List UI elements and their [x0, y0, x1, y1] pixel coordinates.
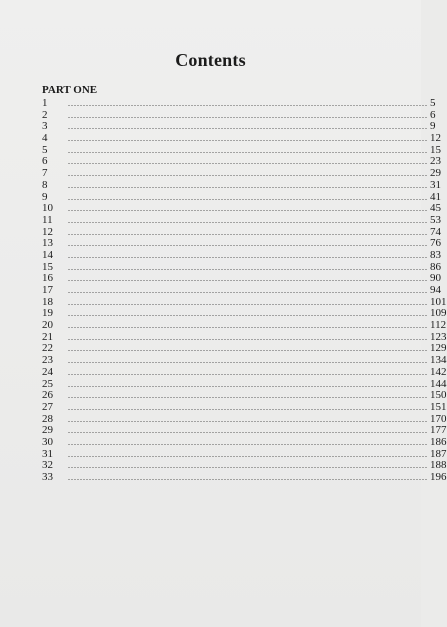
- page-number: 177: [430, 424, 447, 437]
- dot-leader: ........................................................................................................................: [68, 437, 428, 447]
- toc-entry: [42, 202, 441, 215]
- toc-entry: [42, 319, 447, 332]
- page-number: 45: [430, 202, 441, 215]
- page-number: 187: [430, 447, 447, 460]
- toc-entry: [42, 143, 441, 157]
- toc-entry: [42, 435, 447, 449]
- dot-leader: ........................................................................................................................: [68, 449, 428, 459]
- toc-entry: [42, 213, 441, 227]
- dot-leader: ........................................................................................................................: [68, 344, 428, 354]
- chapter-number: 1: [42, 97, 48, 109]
- page-number: 31: [430, 178, 441, 191]
- page-number: 129: [430, 342, 447, 355]
- chapter-number: 24: [42, 365, 53, 378]
- chapter-number: 28: [42, 412, 53, 425]
- page-number: 142: [430, 365, 447, 378]
- chapter-number: 15: [42, 260, 53, 273]
- chapter-number: 2: [42, 108, 48, 121]
- dot-leader: ........................................................................................................................: [68, 145, 428, 155]
- dot-leader: ........................................................................................................................: [68, 250, 428, 260]
- dot-leader: ........................................................................................................................: [68, 215, 428, 225]
- chapter-number: 9: [42, 190, 48, 203]
- toc-entry: [42, 307, 447, 320]
- dot-leader: ........................................................................................................................: [68, 356, 428, 366]
- chapter-number: 33: [42, 471, 53, 483]
- chapter-number: 17: [42, 284, 53, 296]
- page-number: 151: [430, 400, 447, 413]
- dot-leader: ........................................................................................................................: [68, 157, 428, 167]
- toc-entry: [42, 295, 447, 309]
- chapter-number: 19: [42, 307, 53, 320]
- table-of-contents: [42, 97, 447, 484]
- toc-entry: [42, 120, 436, 133]
- page-number: 144: [430, 377, 447, 390]
- page-number: 83: [430, 248, 441, 261]
- chapter-number: 10: [42, 202, 53, 215]
- toc-entry: [42, 108, 436, 122]
- dot-leader: ........................................................................................................................: [68, 379, 428, 389]
- dot-leader: ........................................................................................................................: [68, 414, 428, 424]
- part-heading: PART ONE: [42, 84, 98, 96]
- chapter-number: 4: [42, 132, 48, 145]
- page-number: 123: [430, 330, 447, 343]
- toc-entry: [42, 447, 447, 461]
- chapter-number: 29: [42, 424, 53, 437]
- toc-entry: [42, 342, 447, 355]
- dot-leader: ........................................................................................................................: [68, 227, 428, 237]
- page-number: 23: [430, 155, 441, 168]
- page-number: 74: [430, 225, 441, 238]
- chapter-number: 3: [42, 120, 48, 133]
- dot-leader: ........................................................................................................................: [68, 180, 428, 190]
- dot-leader: ........................................................................................................................: [68, 367, 428, 377]
- dot-leader: ........................................................................................................................: [68, 426, 428, 436]
- chapter-number: 14: [42, 248, 53, 261]
- chapter-number: 30: [42, 435, 53, 448]
- dot-leader: ........................................................................................................................: [68, 286, 428, 295]
- toc-entry: [42, 459, 447, 472]
- toc-entry: [42, 178, 441, 192]
- dot-leader: ........................................................................................................................: [68, 274, 428, 284]
- dot-leader: ........................................................................................................................: [68, 297, 428, 307]
- chapter-number: 23: [42, 354, 53, 367]
- dot-leader: ........................................................................................................................: [68, 332, 428, 342]
- toc-entry: [42, 97, 436, 110]
- chapter-number: 16: [42, 272, 53, 285]
- page-number: 12: [430, 132, 441, 145]
- toc-entry: [42, 471, 447, 484]
- chapter-number: 13: [42, 237, 53, 250]
- page-number: 188: [430, 459, 447, 472]
- dot-leader: ........................................................................................................................: [68, 122, 428, 132]
- page-number: 101: [430, 295, 447, 308]
- chapter-number: 18: [42, 295, 53, 308]
- page-title: Contents: [175, 50, 246, 70]
- toc-entry: [42, 155, 441, 168]
- dot-leader: ........................................................................................................................: [68, 134, 428, 144]
- chapter-number: 25: [42, 377, 53, 390]
- chapter-number: 7: [42, 167, 48, 180]
- toc-entry: [42, 412, 447, 426]
- toc-entry: [42, 284, 441, 297]
- page-number: 29: [430, 167, 441, 180]
- page-number: 9: [430, 120, 436, 133]
- toc-entry: [42, 237, 441, 250]
- page-number: 170: [430, 412, 447, 425]
- dot-leader: ........................................................................................................................: [68, 262, 428, 272]
- chapter-number: 26: [42, 389, 53, 402]
- toc-entry: [42, 365, 447, 379]
- page-number: 53: [430, 213, 441, 226]
- chapter-number: 20: [42, 319, 53, 332]
- dot-leader: ........................................................................................................................: [68, 110, 428, 120]
- page-number: 5: [430, 97, 436, 109]
- toc-entry: [42, 167, 441, 180]
- dot-leader: ........................................................................................................................: [68, 169, 428, 179]
- page-number: 15: [430, 143, 441, 156]
- page-number: 94: [430, 284, 441, 296]
- page-number: 112: [430, 319, 447, 332]
- chapter-number: 22: [42, 342, 53, 355]
- chapter-number: 32: [42, 459, 53, 472]
- page-number: 41: [430, 190, 441, 203]
- dot-leader: ........................................................................................................................: [68, 391, 428, 401]
- chapter-number: 12: [42, 225, 53, 238]
- dot-leader: ........................................................................................................................: [68, 204, 428, 214]
- chapter-number: 31: [42, 447, 53, 460]
- page-number: 134: [430, 354, 447, 367]
- dot-leader: ........................................................................................................................: [68, 321, 428, 331]
- chapter-number: 6: [42, 155, 48, 168]
- page-number: 186: [430, 435, 447, 448]
- chapter-number: 21: [42, 330, 53, 343]
- chapter-number: 5: [42, 143, 48, 156]
- chapter-number: 27: [42, 400, 53, 413]
- toc-entry: [42, 400, 447, 414]
- dot-leader: ........................................................................................................................: [68, 473, 428, 482]
- page-number: 109: [430, 307, 447, 320]
- chapter-number: 8: [42, 178, 48, 191]
- page-number: 76: [430, 237, 441, 250]
- dot-leader: ........................................................................................................................: [68, 309, 428, 319]
- page-number: 196: [430, 471, 447, 483]
- dot-leader: ........................................................................................................................: [68, 461, 428, 471]
- page-number: 6: [430, 108, 436, 121]
- toc-entry: [42, 330, 447, 344]
- toc-entry: [42, 424, 447, 437]
- page-number: 90: [430, 272, 441, 285]
- toc-entry: [42, 132, 441, 145]
- toc-entry: [42, 248, 441, 262]
- toc-entry: [42, 260, 441, 274]
- toc-entry: [42, 272, 441, 285]
- toc-entry: [42, 225, 441, 239]
- toc-entry: [42, 377, 447, 391]
- dot-leader: ........................................................................................................................: [68, 192, 428, 202]
- chapter-number: 11: [42, 213, 53, 226]
- toc-entry: [42, 389, 447, 402]
- dot-leader: ........................................................................................................................: [68, 239, 428, 249]
- toc-entry: [42, 354, 447, 367]
- page-number: 150: [430, 389, 447, 402]
- dot-leader: ........................................................................................................................: [68, 99, 428, 108]
- dot-leader: ........................................................................................................................: [68, 402, 428, 412]
- toc-entry: [42, 190, 441, 204]
- page-number: 86: [430, 260, 441, 273]
